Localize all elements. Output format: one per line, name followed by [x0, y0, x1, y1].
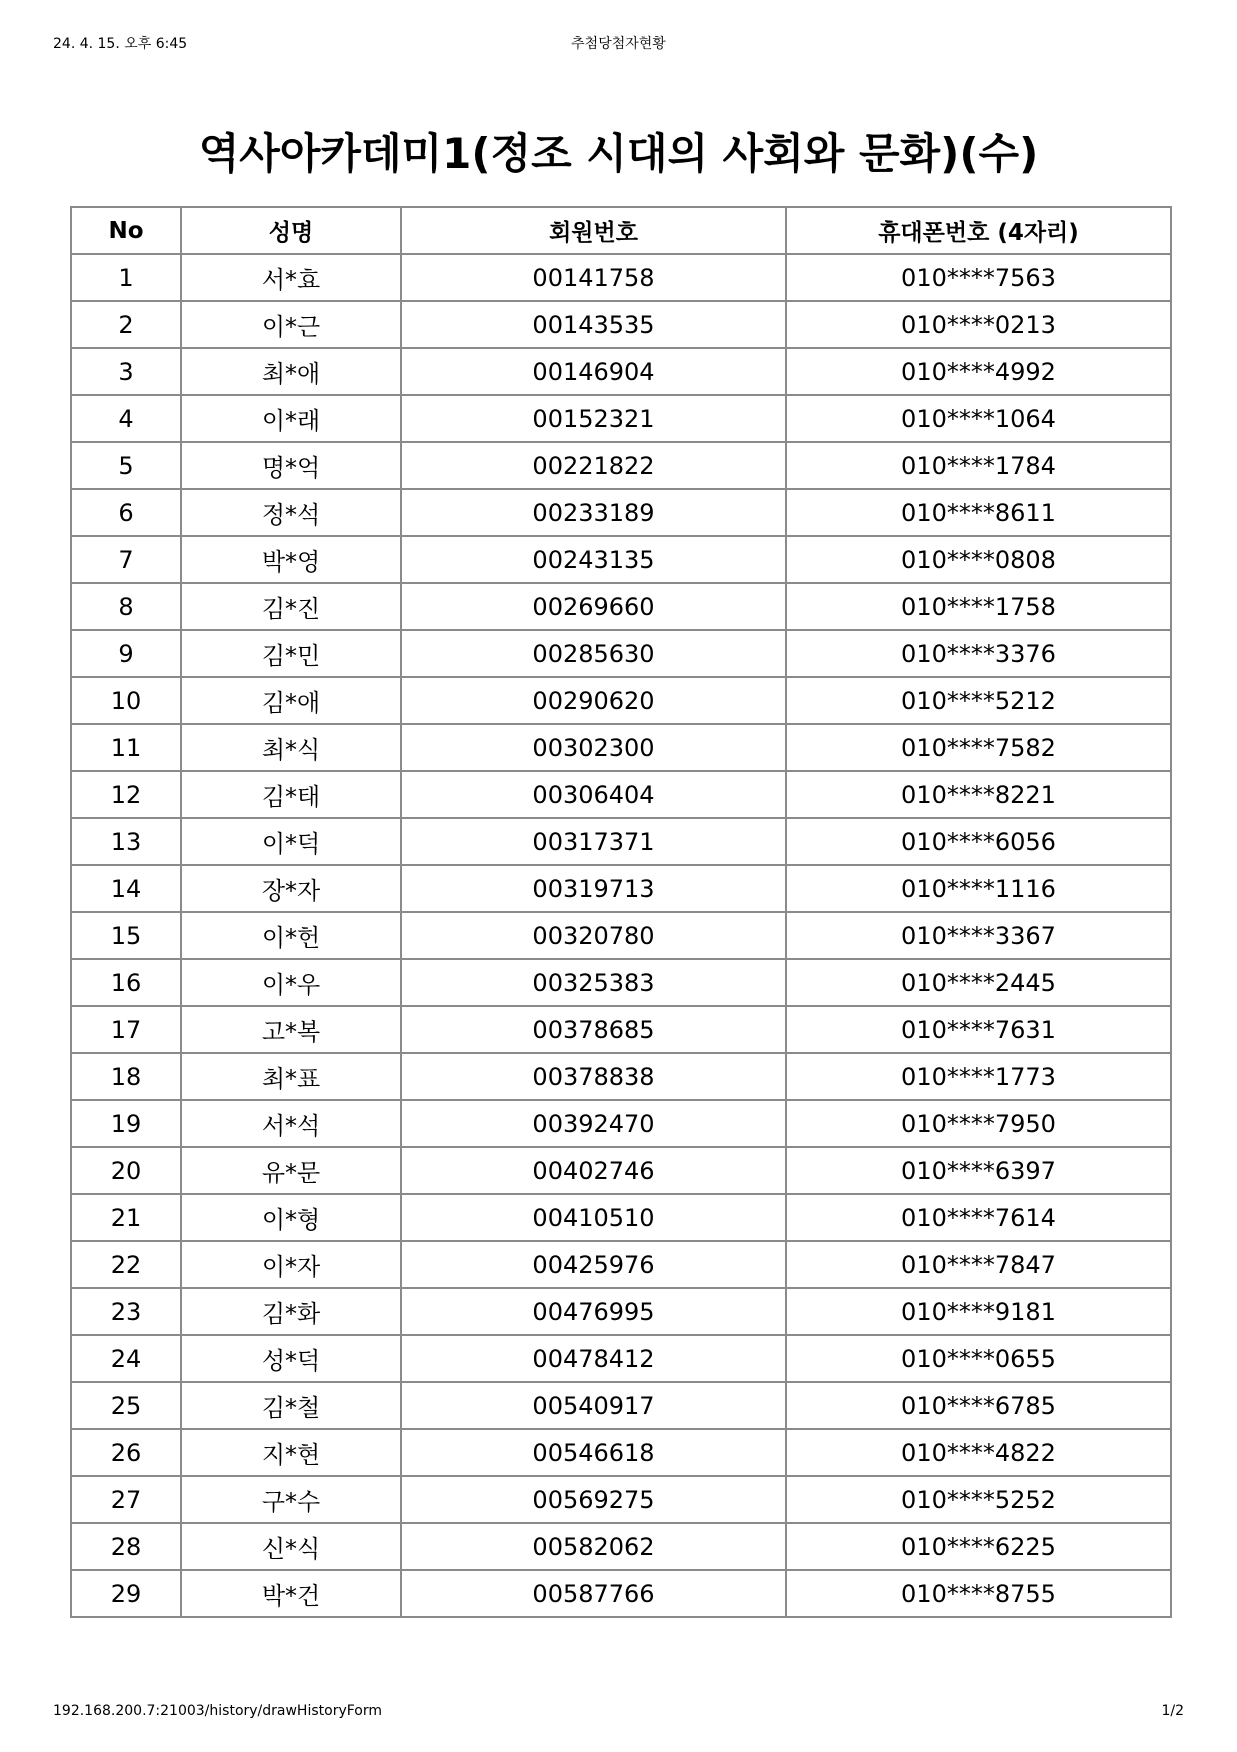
- table-row: [71, 1241, 1171, 1288]
- cell-member-number: 00143535: [401, 301, 786, 348]
- cell-name: 김*철: [181, 1382, 401, 1429]
- cell-member-number: 00478412: [401, 1335, 786, 1382]
- table-row: [71, 1006, 1171, 1053]
- winners-table: [70, 206, 1172, 1618]
- cell-name: 최*애: [181, 348, 401, 395]
- cell-no: 6: [71, 489, 181, 536]
- table-row: [71, 1429, 1171, 1476]
- cell-phone-number: 010****1758: [786, 583, 1171, 630]
- table-row: [71, 536, 1171, 583]
- cell-no: 10: [71, 677, 181, 724]
- cell-member-number: 00378685: [401, 1006, 786, 1053]
- cell-no: 18: [71, 1053, 181, 1100]
- cell-member-number: 00320780: [401, 912, 786, 959]
- cell-phone-number: 010****8221: [786, 771, 1171, 818]
- cell-phone-number: 010****1064: [786, 395, 1171, 442]
- cell-name: 김*화: [181, 1288, 401, 1335]
- cell-no: 21: [71, 1194, 181, 1241]
- cell-name: 이*형: [181, 1194, 401, 1241]
- cell-member-number: 00285630: [401, 630, 786, 677]
- cell-phone-number: 010****6225: [786, 1523, 1171, 1570]
- cell-no: 14: [71, 865, 181, 912]
- table-row: [71, 912, 1171, 959]
- cell-member-number: 00582062: [401, 1523, 786, 1570]
- cell-no: 12: [71, 771, 181, 818]
- cell-phone-number: 010****8755: [786, 1570, 1171, 1617]
- document-title: 역사아카데미1(정조 시대의 사회와 문화)(수): [198, 129, 1039, 178]
- print-page-title: 추첨당첨자현황: [571, 36, 666, 52]
- cell-name: 김*진: [181, 583, 401, 630]
- cell-phone-number: 010****6397: [786, 1147, 1171, 1194]
- table-row: [71, 959, 1171, 1006]
- table-row: [71, 583, 1171, 630]
- cell-no: 13: [71, 818, 181, 865]
- cell-phone-number: 010****5212: [786, 677, 1171, 724]
- cell-name: 고*복: [181, 1006, 401, 1053]
- cell-phone-number: 010****1773: [786, 1053, 1171, 1100]
- table-row: [71, 1570, 1171, 1617]
- cell-phone-number: 010****0213: [786, 301, 1171, 348]
- cell-name: 이*래: [181, 395, 401, 442]
- header-member-number: 회원번호: [401, 207, 786, 254]
- table-row: [71, 1382, 1171, 1429]
- print-url: 192.168.200.7:21003/history/drawHistoryForm: [53, 1703, 383, 1719]
- cell-phone-number: 010****7950: [786, 1100, 1171, 1147]
- cell-no: 5: [71, 442, 181, 489]
- header-name: 성명: [181, 207, 401, 254]
- cell-no: 26: [71, 1429, 181, 1476]
- cell-name: 박*건: [181, 1570, 401, 1617]
- table-row: [71, 1476, 1171, 1523]
- table-row: [71, 395, 1171, 442]
- cell-name: 이*근: [181, 301, 401, 348]
- table-body: [71, 254, 1171, 1617]
- table-row: [71, 254, 1171, 301]
- cell-name: 김*애: [181, 677, 401, 724]
- cell-name: 서*효: [181, 254, 401, 301]
- cell-phone-number: 010****7582: [786, 724, 1171, 771]
- cell-member-number: 00378838: [401, 1053, 786, 1100]
- cell-phone-number: 010****0655: [786, 1335, 1171, 1382]
- cell-phone-number: 010****7631: [786, 1006, 1171, 1053]
- print-page-number: 1/2: [1161, 1703, 1184, 1719]
- cell-no: 25: [71, 1382, 181, 1429]
- cell-member-number: 00402746: [401, 1147, 786, 1194]
- cell-member-number: 00221822: [401, 442, 786, 489]
- cell-name: 성*덕: [181, 1335, 401, 1382]
- cell-phone-number: 010****7563: [786, 254, 1171, 301]
- table-row: [71, 724, 1171, 771]
- cell-member-number: 00152321: [401, 395, 786, 442]
- cell-no: 16: [71, 959, 181, 1006]
- cell-member-number: 00476995: [401, 1288, 786, 1335]
- cell-member-number: 00146904: [401, 348, 786, 395]
- table-row: [71, 1053, 1171, 1100]
- cell-no: 19: [71, 1100, 181, 1147]
- cell-member-number: 00141758: [401, 254, 786, 301]
- table-row: [71, 489, 1171, 536]
- cell-member-number: 00540917: [401, 1382, 786, 1429]
- table-row: [71, 1335, 1171, 1382]
- cell-phone-number: 010****4992: [786, 348, 1171, 395]
- cell-phone-number: 010****5252: [786, 1476, 1171, 1523]
- cell-no: 9: [71, 630, 181, 677]
- cell-phone-number: 010****7614: [786, 1194, 1171, 1241]
- cell-name: 김*태: [181, 771, 401, 818]
- cell-member-number: 00317371: [401, 818, 786, 865]
- cell-name: 이*우: [181, 959, 401, 1006]
- cell-name: 이*자: [181, 1241, 401, 1288]
- table-row: [71, 1523, 1171, 1570]
- cell-name: 이*헌: [181, 912, 401, 959]
- cell-name: 김*민: [181, 630, 401, 677]
- cell-no: 2: [71, 301, 181, 348]
- cell-no: 22: [71, 1241, 181, 1288]
- cell-no: 8: [71, 583, 181, 630]
- cell-member-number: 00233189: [401, 489, 786, 536]
- cell-member-number: 00425976: [401, 1241, 786, 1288]
- table-header-row: [71, 207, 1171, 254]
- cell-phone-number: 010****7847: [786, 1241, 1171, 1288]
- cell-name: 박*영: [181, 536, 401, 583]
- cell-name: 정*석: [181, 489, 401, 536]
- cell-name: 최*표: [181, 1053, 401, 1100]
- cell-member-number: 00306404: [401, 771, 786, 818]
- cell-no: 3: [71, 348, 181, 395]
- cell-no: 17: [71, 1006, 181, 1053]
- cell-no: 29: [71, 1570, 181, 1617]
- cell-phone-number: 010****6785: [786, 1382, 1171, 1429]
- table-row: [71, 1147, 1171, 1194]
- cell-no: 24: [71, 1335, 181, 1382]
- cell-phone-number: 010****0808: [786, 536, 1171, 583]
- cell-no: 7: [71, 536, 181, 583]
- table-row: [71, 348, 1171, 395]
- cell-member-number: 00302300: [401, 724, 786, 771]
- cell-member-number: 00269660: [401, 583, 786, 630]
- cell-phone-number: 010****2445: [786, 959, 1171, 1006]
- cell-no: 4: [71, 395, 181, 442]
- table-row: [71, 1100, 1171, 1147]
- print-datetime: 24. 4. 15. 오후 6:45: [53, 36, 188, 52]
- header-phone-number: 휴대폰번호 (4자리): [786, 207, 1171, 254]
- cell-name: 신*식: [181, 1523, 401, 1570]
- cell-member-number: 00325383: [401, 959, 786, 1006]
- cell-phone-number: 010****1116: [786, 865, 1171, 912]
- table-row: [71, 630, 1171, 677]
- cell-name: 장*자: [181, 865, 401, 912]
- cell-phone-number: 010****3376: [786, 630, 1171, 677]
- cell-member-number: 00569275: [401, 1476, 786, 1523]
- table-row: [71, 1288, 1171, 1335]
- cell-member-number: 00290620: [401, 677, 786, 724]
- cell-phone-number: 010****1784: [786, 442, 1171, 489]
- table-row: [71, 1194, 1171, 1241]
- cell-member-number: 00243135: [401, 536, 786, 583]
- table-row: [71, 442, 1171, 489]
- cell-name: 서*석: [181, 1100, 401, 1147]
- cell-phone-number: 010****9181: [786, 1288, 1171, 1335]
- cell-name: 이*덕: [181, 818, 401, 865]
- cell-member-number: 00392470: [401, 1100, 786, 1147]
- cell-phone-number: 010****3367: [786, 912, 1171, 959]
- cell-no: 28: [71, 1523, 181, 1570]
- cell-name: 지*현: [181, 1429, 401, 1476]
- cell-name: 유*문: [181, 1147, 401, 1194]
- table-row: [71, 301, 1171, 348]
- table-row: [71, 818, 1171, 865]
- cell-no: 11: [71, 724, 181, 771]
- cell-name: 명*억: [181, 442, 401, 489]
- cell-name: 구*수: [181, 1476, 401, 1523]
- cell-member-number: 00410510: [401, 1194, 786, 1241]
- cell-phone-number: 010****4822: [786, 1429, 1171, 1476]
- cell-phone-number: 010****6056: [786, 818, 1171, 865]
- table-row: [71, 865, 1171, 912]
- cell-name: 최*식: [181, 724, 401, 771]
- table-row: [71, 677, 1171, 724]
- table-row: [71, 771, 1171, 818]
- cell-no: 15: [71, 912, 181, 959]
- cell-phone-number: 010****8611: [786, 489, 1171, 536]
- header-no: No: [71, 207, 181, 254]
- cell-member-number: 00587766: [401, 1570, 786, 1617]
- cell-no: 27: [71, 1476, 181, 1523]
- cell-member-number: 00546618: [401, 1429, 786, 1476]
- cell-no: 23: [71, 1288, 181, 1335]
- cell-member-number: 00319713: [401, 865, 786, 912]
- cell-no: 20: [71, 1147, 181, 1194]
- cell-no: 1: [71, 254, 181, 301]
